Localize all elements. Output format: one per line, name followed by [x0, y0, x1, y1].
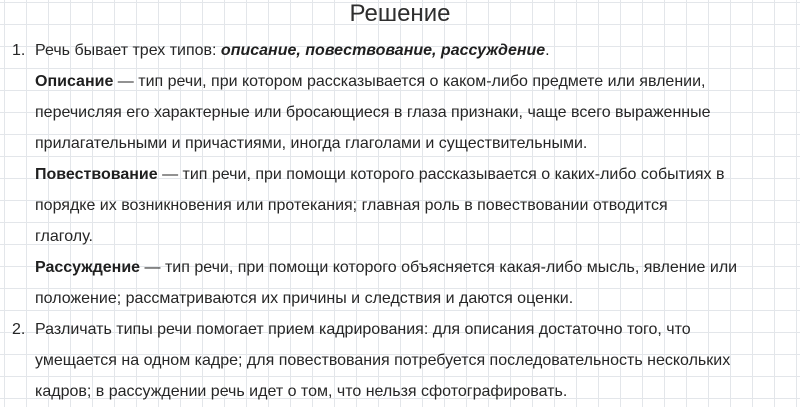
page-title: Решение: [349, 0, 451, 27]
definition-description-line-1: [0, 66, 800, 97]
definition-text: — тип речи, при помощи которого объясняется какая-либо мысль, явление или: [140, 259, 738, 276]
definition-reasoning-line-1: [0, 252, 800, 283]
list-number: 1.: [12, 42, 26, 59]
term-description: Описание: [35, 73, 114, 90]
definition-narration-line-1: [0, 159, 800, 190]
term-reasoning: Рассуждение: [35, 259, 141, 276]
list-item-2-line-3: кадров; в рассуждении речь идет о том, что нельзя сфотографировать.: [35, 383, 568, 400]
list-item-2-line-1: [0, 314, 800, 345]
solution-content: [0, 35, 800, 407]
item-text: Различать типы речи помогает прием кадрирования: для описания достаточно того, что: [35, 321, 691, 338]
definition-narration-line-2: порядке их возникновения или протекания; главная роль в повествовании отводится: [35, 197, 668, 214]
speech-types-text: описание, повествование, рассуждение: [220, 42, 546, 59]
term-narration: Повествование: [35, 166, 158, 183]
definition-reasoning-line-2: положение; рассматриваются их причины и следствия и даются оценки.: [35, 290, 574, 307]
list-item-2-line-2: умещается на одном кадре; для повествования потребуется последовательность нескольких: [35, 352, 731, 369]
definition-text: — тип речи, при помощи которого рассказывается о каких-либо событиях в: [157, 166, 725, 183]
definition-description-line-2: перечисляя его характерные или бросающиеся в глаза признаки, чаще всего выраженные: [35, 104, 711, 121]
list-item-1-intro: [0, 35, 800, 66]
definition-text: — тип речи, при котором рассказывается о каком-либо предмете или явлении,: [113, 73, 706, 90]
definition-description-line-3: прилагательными и причастиями, иногда глаголами и существительными.: [35, 135, 588, 152]
intro-text: Речь бывает трех типов:: [35, 42, 221, 59]
list-number: 2.: [12, 321, 26, 338]
definition-narration-line-3: глаголу.: [35, 228, 93, 245]
intro-end-text: .: [545, 42, 550, 59]
